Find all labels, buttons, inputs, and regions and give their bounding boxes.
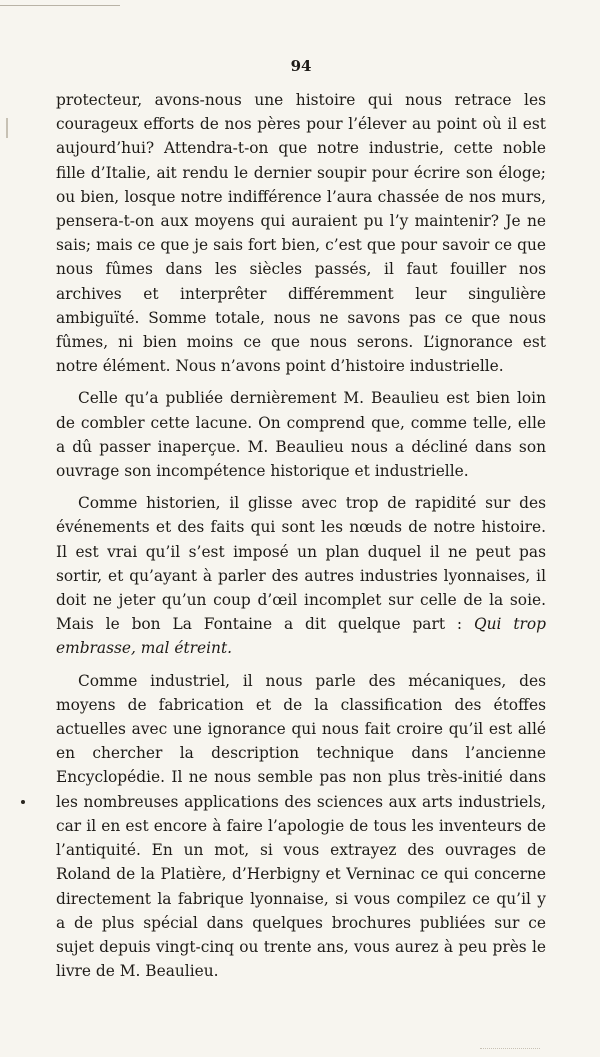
paragraph-4-text: Comme industriel, il nous parle des mécaniques, des moyens de fabrication et de la classification des étoffes actuelles avec une ignorance qui nous fait croire qu’il est allé en chercher la description technique dans l’ancienne Encyclopédie. Il ne nous semble pas non plus très-initié dans les nombreuses applications des sciences aux arts industriels, car il en est encore à faire l’apologie de tous les inventeurs de l’antiquité. En un mot, si vous extrayez des ouvrages de Roland de la Platière, d’Herbigny et Verninac ce qui concerne directement la fabrique lyonnaise, si vous compilez ce qu’il y a de plus spécial dans quelques brochures publiées sur ce sujet depuis vingt-cinq ou trente ans, vous aurez à peu près le livre de M. Beaulieu. [56, 671, 546, 981]
paragraph-2 [56, 386, 546, 483]
paragraph-3 [56, 491, 546, 660]
scan-margin-mark [6, 118, 8, 138]
paragraph-2-text: Celle qu’a publiée dernièrement M. Beaulieu est bien loin de combler cette lacune. On comprend que, comme telle, elle a dû passer inaperçue. M. Beaulieu nous a décliné dans son ouvrage son incompétence historique et industrielle. [56, 389, 546, 481]
paragraph-1 [56, 88, 546, 378]
scan-bottom-mark [480, 1048, 540, 1049]
page-number: 94 [290, 57, 312, 75]
margin-ink-dot [21, 800, 25, 804]
scan-edge-mark [0, 5, 120, 6]
paragraph-4 [56, 669, 546, 984]
paragraph-3-text: Comme historien, il glisse avec trop de rapidité sur des événements et des faits qui sont les nœuds de notre histoire. Il est vrai qu’il s’est imposé un plan duquel il ne peut pas sortir, et qu’ayant à parler des autres industries lyonnaises, il doit ne jeter qu’un coup d’œil incomplet sur celle de la soie. Mais le bon La Fontaine a dit quelque part : [56, 494, 546, 634]
paragraph-1-text: protecteur, avons-nous une histoire qui nous retrace les courageux efforts de nos pères pour l’élever au point où il est aujourd’hui? Attendra-t-on que notre industrie, cette noble fille d’Italie, ait rendu le dernier soupir pour écrire son éloge; ou bien, losque notre indifférence l’aura chassée de nos murs, pensera-t-on aux moyens qui auraient pu l’y maintenir? Je ne sais; mais ce que je sais fort bien, c’est que pour savoir ce que nous fûmes dans les siècles passés, il faut fouiller nos archives et interprêter différemment leur singulière ambiguïté. Somme totale, nous ne savons pas ce que nous fûmes, ni bien moins ce que nous serons. L’ignorance est notre élément. Nous n’avons point d’histoire industrielle. [56, 91, 546, 376]
paragraph-3-quote: Qui trop embrasse, mal étreint. [56, 615, 546, 658]
book-page [56, 56, 546, 991]
